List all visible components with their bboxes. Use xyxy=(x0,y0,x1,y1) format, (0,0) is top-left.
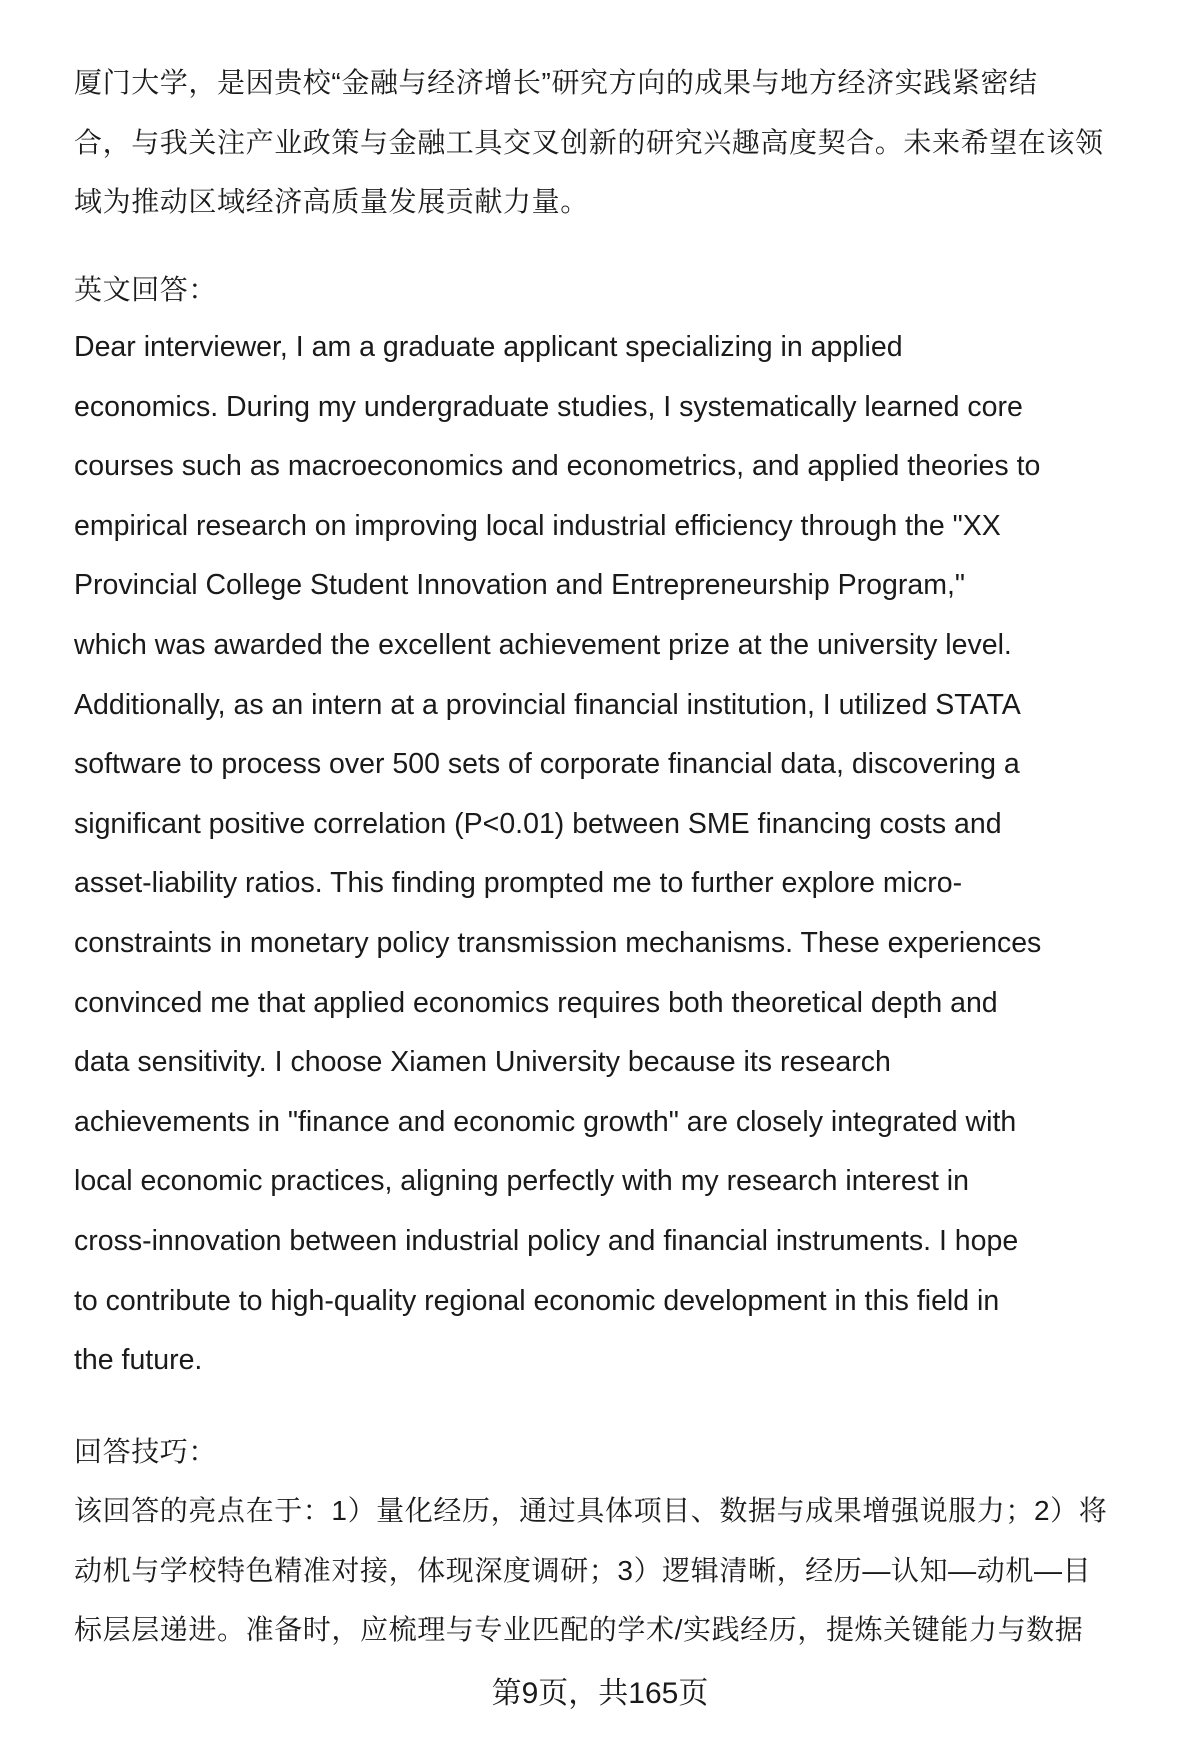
text-line: which was awarded the excellent achievement prize at the university level. xyxy=(74,628,1012,661)
text-line: local economic practices, aligning perfectly with my research interest in xyxy=(74,1165,969,1198)
page-number: 第9页，共165页 xyxy=(491,1677,709,1710)
text-line: data sensitivity. I choose Xiamen University because its research xyxy=(74,1046,891,1079)
text-line: 该回答的亮点在于：1）量化经历，通过具体项目、数据与成果增强说服力；2）将 xyxy=(74,1495,1108,1526)
text-line: significant positive correlation (P<0.01) between SME financing costs and xyxy=(74,807,1002,840)
tips-heading xyxy=(74,1422,1164,1482)
text-line: economics. During my undergraduate studies, I systematically learned core xyxy=(74,390,1023,423)
text-line: Provincial College Student Innovation and Entrepreneurship Program," xyxy=(74,569,965,602)
text-line: courses such as macroeconomics and econometrics, and applied theories to xyxy=(74,450,1041,483)
text-line: to contribute to high-quality regional economic development in this field in xyxy=(74,1284,1000,1317)
text-line: achievements in "finance and economic growth" are closely integrated with xyxy=(74,1105,1017,1138)
text-line: cross-innovation between industrial policy and financial instruments. I hope xyxy=(74,1224,1019,1257)
text-line: Additionally, as an intern at a provincial financial institution, I utilized STATA xyxy=(74,688,1021,721)
text-line: 标层层递进。准备时，应梳理与专业匹配的学术/实践经历，提炼关键能力与数据 xyxy=(74,1614,1084,1646)
text-line: 厦门大学，是因贵校“金融与经济增长”研究方向的成果与地方经济实践紧密结 xyxy=(74,67,1038,98)
heading-text: 英文回答： xyxy=(74,274,218,305)
text-line: 动机与学校特色精准对接，体现深度调研；3）逻辑清晰，经历—认知—动机—目 xyxy=(74,1554,1092,1586)
text-line: the future. xyxy=(74,1344,203,1377)
text-line: constraints in monetary policy transmission mechanisms. These experiences xyxy=(74,926,1042,959)
text-line: convinced me that applied economics requires both theoretical depth and xyxy=(74,986,998,1019)
chinese-answer-paragraph xyxy=(74,53,1164,232)
english-answer-heading xyxy=(74,260,1164,320)
text-line: 合，与我关注产业政策与金融工具交叉创新的研究兴趣高度契合。未来希望在该领 xyxy=(74,126,1104,158)
text-line: 域为推动区域经济高质量发展贡献力量。 xyxy=(74,186,589,218)
text-line: software to process over 500 sets of corporate financial data, discovering a xyxy=(74,748,1020,781)
heading-text: 回答技巧： xyxy=(74,1436,218,1467)
english-answer-paragraph xyxy=(74,318,1164,1391)
text-line: empirical research on improving local industrial efficiency through the "XX xyxy=(74,509,1001,542)
text-line: asset-liability ratios. This finding prompted me to further explore micro- xyxy=(74,867,963,900)
tips-paragraph xyxy=(74,1481,1164,1660)
text-line: Dear interviewer, I am a graduate applicant specializing in applied xyxy=(74,331,903,363)
